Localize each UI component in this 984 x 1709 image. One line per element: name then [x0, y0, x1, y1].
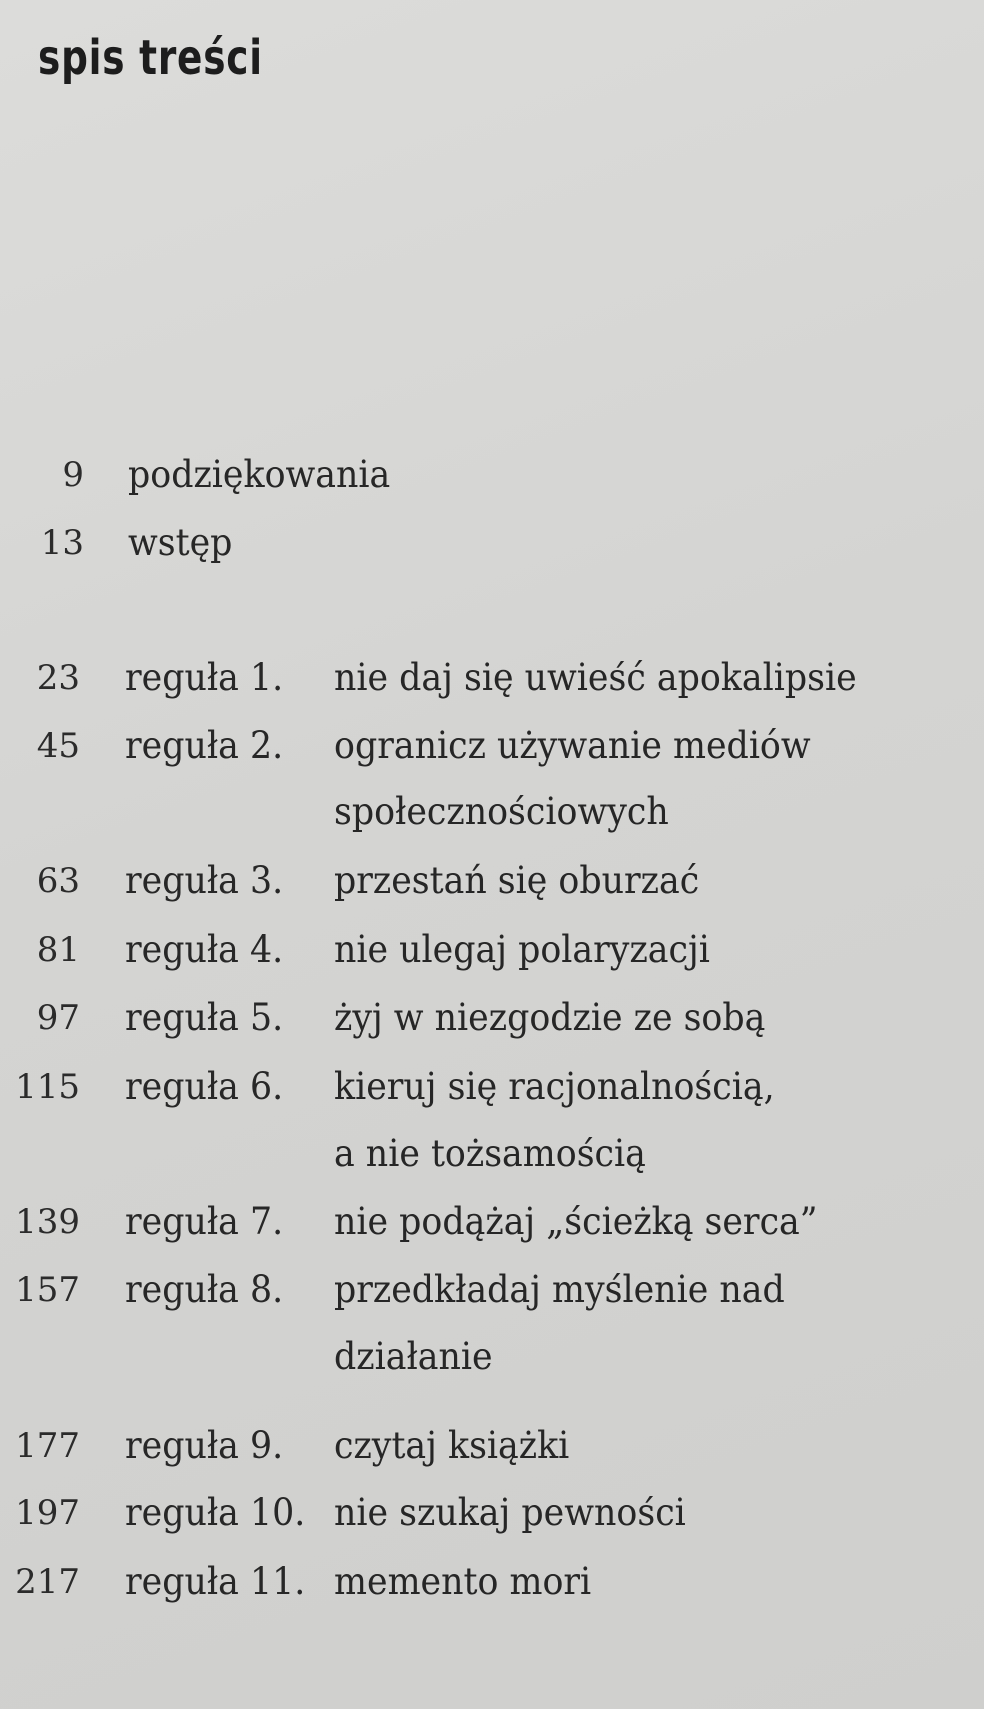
toc-entry-rule	[0, 1483, 984, 1543]
rule-title-continuation: społecznościowych	[334, 790, 669, 833]
toc-entry-front	[0, 445, 984, 505]
rule-title: czytaj książki	[334, 1424, 570, 1467]
toc-entry-rule	[0, 1416, 984, 1476]
rule-title-continuation: działanie	[334, 1335, 493, 1378]
toc-entry-rule	[0, 648, 984, 708]
page-number: 13	[40, 523, 84, 563]
rule-number: reguła 10.	[125, 1491, 306, 1534]
rule-number: reguła 11.	[125, 1560, 306, 1603]
page-number: 139	[15, 1202, 80, 1242]
page-number: 197	[15, 1493, 80, 1533]
toc-entry-rule	[0, 716, 984, 776]
rule-number: reguła 5.	[125, 996, 284, 1039]
rule-title: nie podążaj „ścieżką serca”	[334, 1200, 818, 1243]
rule-number: reguła 9.	[125, 1424, 284, 1467]
rule-title: przedkładaj myślenie nad	[334, 1268, 785, 1311]
page-number: 9	[62, 455, 84, 495]
toc-entry-rule	[0, 1192, 984, 1252]
page-number: 157	[15, 1270, 80, 1310]
rule-title: nie ulegaj polaryzacji	[334, 928, 710, 971]
page-title: spis treści	[38, 30, 263, 86]
rule-title: przestań się oburzać	[334, 859, 700, 902]
page-number: 63	[36, 861, 80, 901]
toc-entry-rule	[0, 920, 984, 980]
rule-title: żyj w niezgodzie ze sobą	[334, 996, 766, 1039]
toc-entry-continuation	[0, 1327, 984, 1387]
rule-number: reguła 4.	[125, 928, 284, 971]
entry-label: podziękowania	[128, 453, 391, 496]
entry-label: wstęp	[128, 521, 233, 564]
page-number: 81	[36, 930, 80, 970]
rule-number: reguła 6.	[125, 1065, 284, 1108]
page-number: 97	[36, 998, 80, 1038]
toc-entry-rule	[0, 1260, 984, 1320]
toc-entry-rule	[0, 1552, 984, 1612]
page-number: 177	[15, 1426, 80, 1466]
page-number: 115	[15, 1067, 80, 1107]
rule-number: reguła 3.	[125, 859, 284, 902]
rule-title: nie daj się uwieść apokalipsie	[334, 656, 857, 699]
page-number: 23	[36, 658, 80, 698]
rule-title: ogranicz używanie mediów	[334, 724, 811, 767]
toc-entry-rule	[0, 851, 984, 911]
page-number: 217	[15, 1562, 80, 1602]
rule-number: reguła 2.	[125, 724, 284, 767]
rule-title: memento mori	[334, 1560, 592, 1603]
page-number: 45	[36, 726, 80, 766]
toc-entry-rule	[0, 988, 984, 1048]
toc-entry-front	[0, 513, 984, 573]
rule-title: nie szukaj pewności	[334, 1491, 686, 1534]
rule-title: kieruj się racjonalnością,	[334, 1065, 775, 1108]
toc-entry-continuation	[0, 782, 984, 842]
rule-title-continuation: a nie tożsamością	[334, 1132, 646, 1175]
rule-number: reguła 8.	[125, 1268, 284, 1311]
rule-number: reguła 7.	[125, 1200, 284, 1243]
toc-entry-rule	[0, 1057, 984, 1117]
toc-entry-continuation	[0, 1124, 984, 1184]
rule-number: reguła 1.	[125, 656, 284, 699]
